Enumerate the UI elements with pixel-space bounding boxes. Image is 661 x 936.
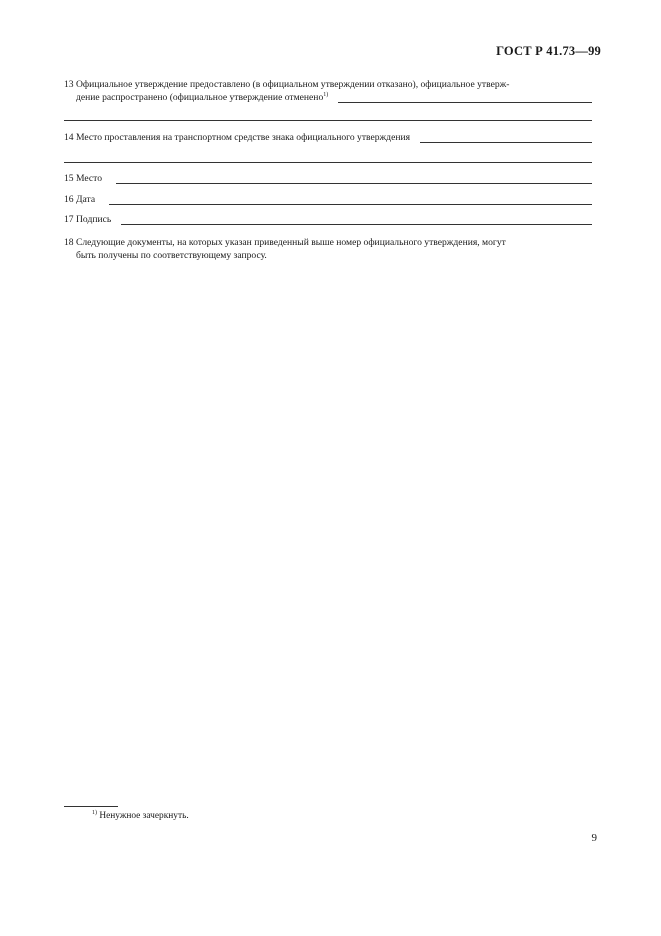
item-18-line-1: 18 Следующие документы, на которых указан приведенный выше номер официального утверждения, могут bbox=[64, 237, 506, 248]
page-number: 9 bbox=[591, 832, 597, 844]
footnote-text: Ненужное зачеркнуть. bbox=[99, 811, 189, 821]
footnote-divider bbox=[64, 806, 118, 807]
item-18-line-2: быть получены по соответствующему запросу. bbox=[76, 250, 267, 261]
item-16 bbox=[64, 193, 592, 206]
item-15-label: 15 Место bbox=[64, 173, 103, 184]
item-16-blank-field[interactable] bbox=[109, 194, 592, 205]
item-14-blank-field[interactable] bbox=[420, 132, 592, 143]
item-17-label: 17 Подпись bbox=[64, 214, 112, 225]
item-18 bbox=[64, 236, 592, 262]
item-14 bbox=[64, 131, 592, 144]
item-13-line-1: 13 Официальное утверждение предоставлено (в официальном утверждении отказано), официальное утверж- bbox=[64, 79, 510, 90]
item-13 bbox=[64, 78, 592, 104]
item-17 bbox=[64, 213, 592, 226]
item-17-blank-field[interactable] bbox=[121, 214, 592, 225]
item-16-label: 16 Дата bbox=[64, 194, 96, 205]
item-13-blank-line[interactable] bbox=[64, 120, 592, 121]
item-14-blank-line[interactable] bbox=[64, 162, 592, 163]
item-13-blank-field[interactable] bbox=[338, 92, 592, 103]
item-15-blank-field[interactable] bbox=[116, 173, 592, 184]
footnote-marker: 1) bbox=[92, 809, 97, 816]
item-15 bbox=[64, 172, 592, 185]
item-14-label: 14 Место проставления на транспортном средстве знака официального утверждения bbox=[64, 132, 411, 143]
footnote bbox=[92, 811, 189, 821]
item-13-line-2-text: дение распространено (официальное утверждение отменено bbox=[76, 92, 324, 103]
item-13-line-2 bbox=[76, 91, 328, 104]
document-code-header: ГОСТ Р 41.73—99 bbox=[496, 44, 601, 58]
footnote-ref: 1) bbox=[323, 91, 329, 98]
